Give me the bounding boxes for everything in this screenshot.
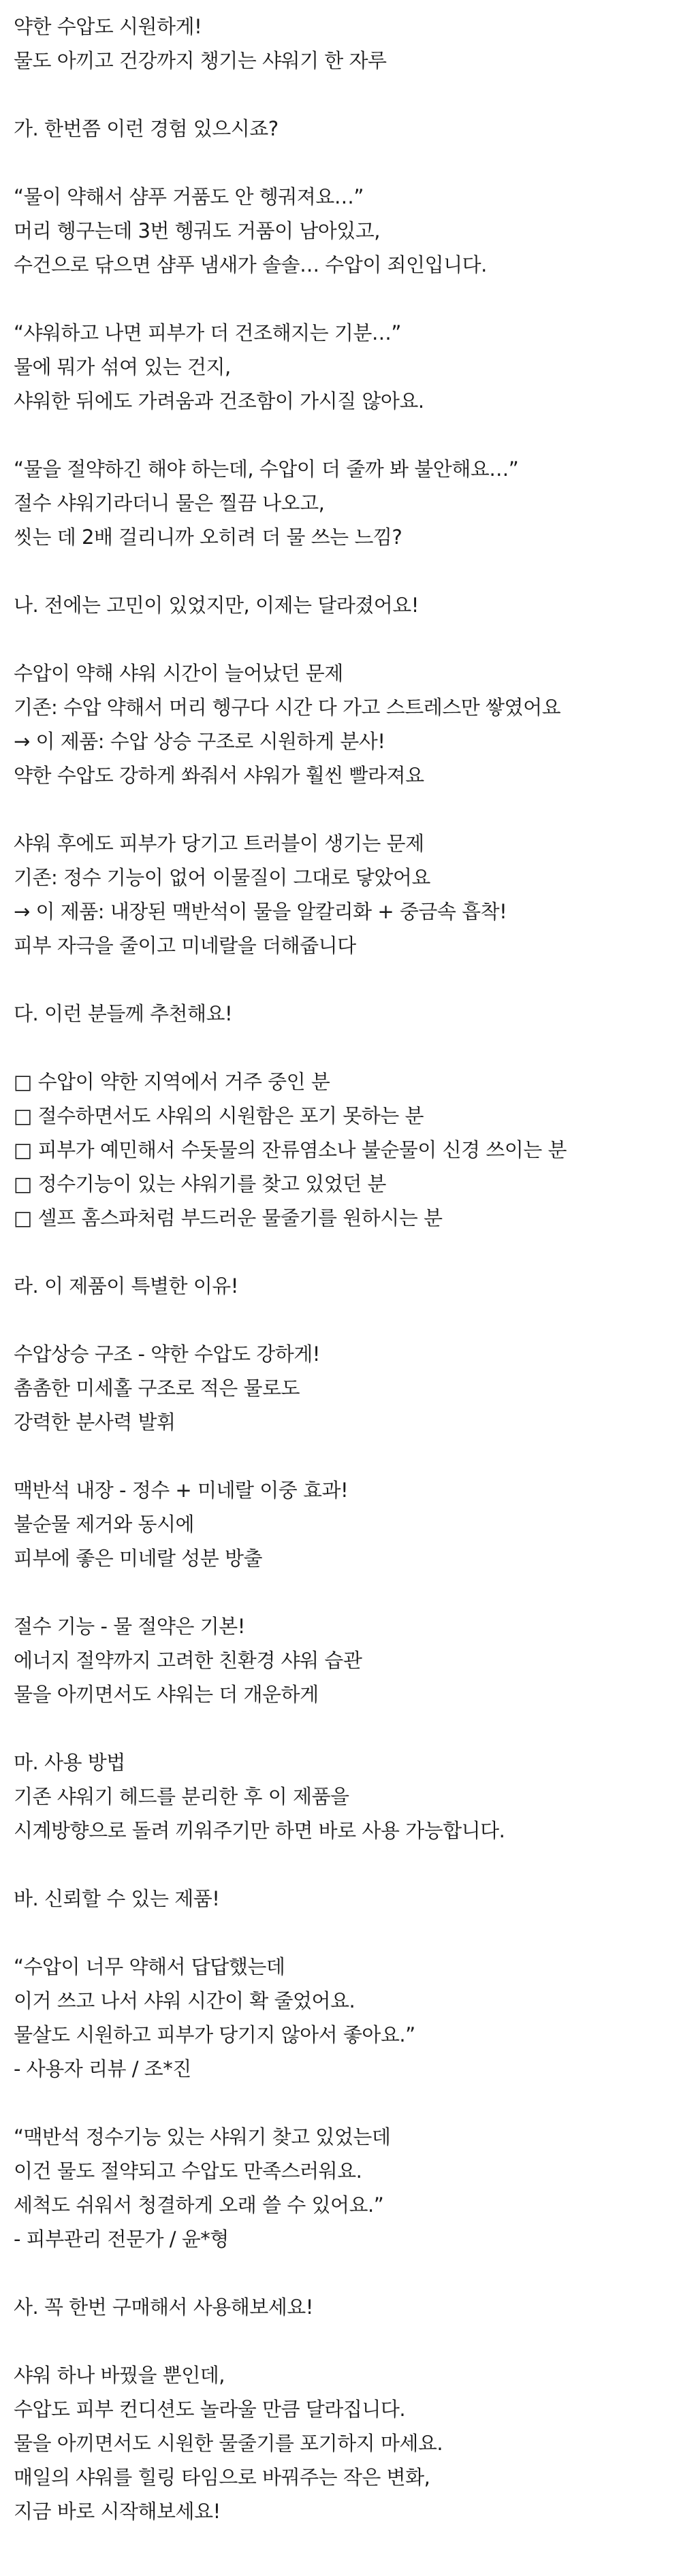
problem-line: 수압이 약해 샤워 시간이 늘어났던 문제 [14,662,343,685]
reason-line: 물을 아끼면서도 샤워는 더 개운하게 [14,1683,319,1706]
review-line: 이건 물도 절약되고 수압도 만족스러워요. [14,2159,362,2183]
closing-line: 지금 바로 시작해보세요! [14,2500,221,2523]
reason-line: 피부에 좋은 미네랄 성분 방출 [14,1547,263,1570]
problem-line: 약한 수압도 강하게 쏴줘서 샤워가 훨씬 빨라져요 [14,764,424,787]
quote-line: 절수 샤워기라더니 물은 찔끔 나오고, [14,492,325,515]
review-line: 물살도 시원하고 피부가 당기지 않아서 좋아요.” [14,2023,415,2046]
review-author: - 피부관리 전문가 / 윤*형 [14,2227,229,2251]
closing-line: 샤워 하나 바꿨을 뿐인데, [14,2364,225,2387]
section-ma-heading: 마. 사용 방법 [14,1751,125,1774]
section-da-heading: 다. 이런 분들께 추천해요! [14,1002,233,1025]
review-author: - 사용자 리뷰 / 조*진 [14,2057,191,2080]
quote-line: 머리 헹구는데 3번 헹궈도 거품이 남아있고, [14,219,380,242]
quote-line: “물을 절약하긴 해야 하는데, 수압이 더 줄까 봐 불안해요…” [14,457,519,481]
quote-line: 물에 뭐가 섞여 있는 건지, [14,355,231,379]
review-line: “맥반석 정수기능 있는 샤워기 찾고 있었는데 [14,2125,391,2148]
section-ga-heading: 가. 한번쯤 이런 경험 있으시죠? [14,117,279,140]
usage-line: 시계방향으로 돌려 끼워주기만 하면 바로 사용 가능합니다. [14,1819,505,1842]
problem-line: 기존: 수압 약해서 머리 헹구다 시간 다 가고 스트레스만 쌓였어요 [14,696,561,719]
quote-line: 수건으로 닦으면 샴푸 냄새가 솔솔… 수압이 죄인입니다. [14,253,487,276]
reason-line: 에너지 절약까지 고려한 친환경 샤워 습관 [14,1649,362,1672]
problem-line: 피부 자극을 줄이고 미네랄을 더해줍니다 [14,934,356,957]
intro-title: 약한 수압도 시원하게! [14,15,202,38]
problem-line: → 이 제품: 내장된 맥반석이 물을 알칼리화 + 중금속 흡착! [14,900,507,923]
reason-line: 절수 기능 - 물 절약은 기본! [14,1615,245,1638]
problem-line: 샤워 후에도 피부가 당기고 트러블이 생기는 문제 [14,832,424,855]
intro-subtitle: 물도 아끼고 건강까지 챙기는 샤워기 한 자루 [14,49,387,72]
review-line: “수압이 너무 약해서 답답했는데 [14,1955,285,1978]
closing-line: 수압도 피부 컨디션도 놀라울 만큼 달라집니다. [14,2398,406,2421]
reason-line: 수압상승 구조 - 약한 수압도 강하게! [14,1342,320,1366]
checklist-item: □ 셀프 홈스파처럼 부드러운 물줄기를 원하시는 분 [14,1206,443,1229]
quote-line: “샤워하고 나면 피부가 더 건조해지는 기분…” [14,321,401,344]
section-na-heading: 나. 전에는 고민이 있었지만, 이제는 달라졌어요! [14,594,419,617]
reason-line: 불순물 제거와 동시에 [14,1513,195,1536]
problem-line: → 이 제품: 수압 상승 구조로 시원하게 분사! [14,730,385,753]
section-sa-heading: 사. 꼭 한번 구매해서 사용해보세요! [14,2296,313,2319]
section-ra-heading: 라. 이 제품이 특별한 이유! [14,1274,238,1298]
review-line: 이거 쓰고 나서 샤워 시간이 확 줄었어요. [14,1989,355,2012]
checklist-item: □ 정수기능이 있는 샤워기를 찾고 있었던 분 [14,1172,386,1195]
reason-line: 맥반석 내장 - 정수 + 미네랄 이중 효과! [14,1479,349,1502]
section-ba-heading: 바. 신뢰할 수 있는 제품! [14,1887,220,1910]
reason-line: 촘촘한 미세홀 구조로 적은 물로도 [14,1376,300,1400]
problem-line: 기존: 정수 기능이 없어 이물질이 그대로 닿았어요 [14,866,430,889]
usage-line: 기존 샤워기 헤드를 분리한 후 이 제품을 [14,1785,349,1808]
reason-line: 강력한 분사력 발휘 [14,1411,176,1434]
quote-line: 샤워한 뒤에도 가려움과 건조함이 가시질 않아요. [14,389,424,413]
checklist-item: □ 수압이 약한 지역에서 거주 중인 분 [14,1070,330,1093]
checklist-item: □ 피부가 예민해서 수돗물의 잔류염소나 불순물이 신경 쓰이는 분 [14,1138,567,1161]
closing-line: 물을 아끼면서도 시원한 물줄기를 포기하지 마세요. [14,2432,443,2455]
closing-line: 매일의 샤워를 힐링 타임으로 바꿔주는 작은 변화, [14,2466,430,2489]
checklist-item: □ 절수하면서도 샤워의 시원함은 포기 못하는 분 [14,1104,424,1127]
quote-line: “물이 약해서 샴푸 거품도 안 헹궈져요…” [14,185,364,208]
quote-line: 씻는 데 2배 걸리니까 오히려 더 물 쓰는 느낌? [14,526,402,549]
review-line: 세척도 쉬워서 청결하게 오래 쓸 수 있어요.” [14,2193,384,2217]
